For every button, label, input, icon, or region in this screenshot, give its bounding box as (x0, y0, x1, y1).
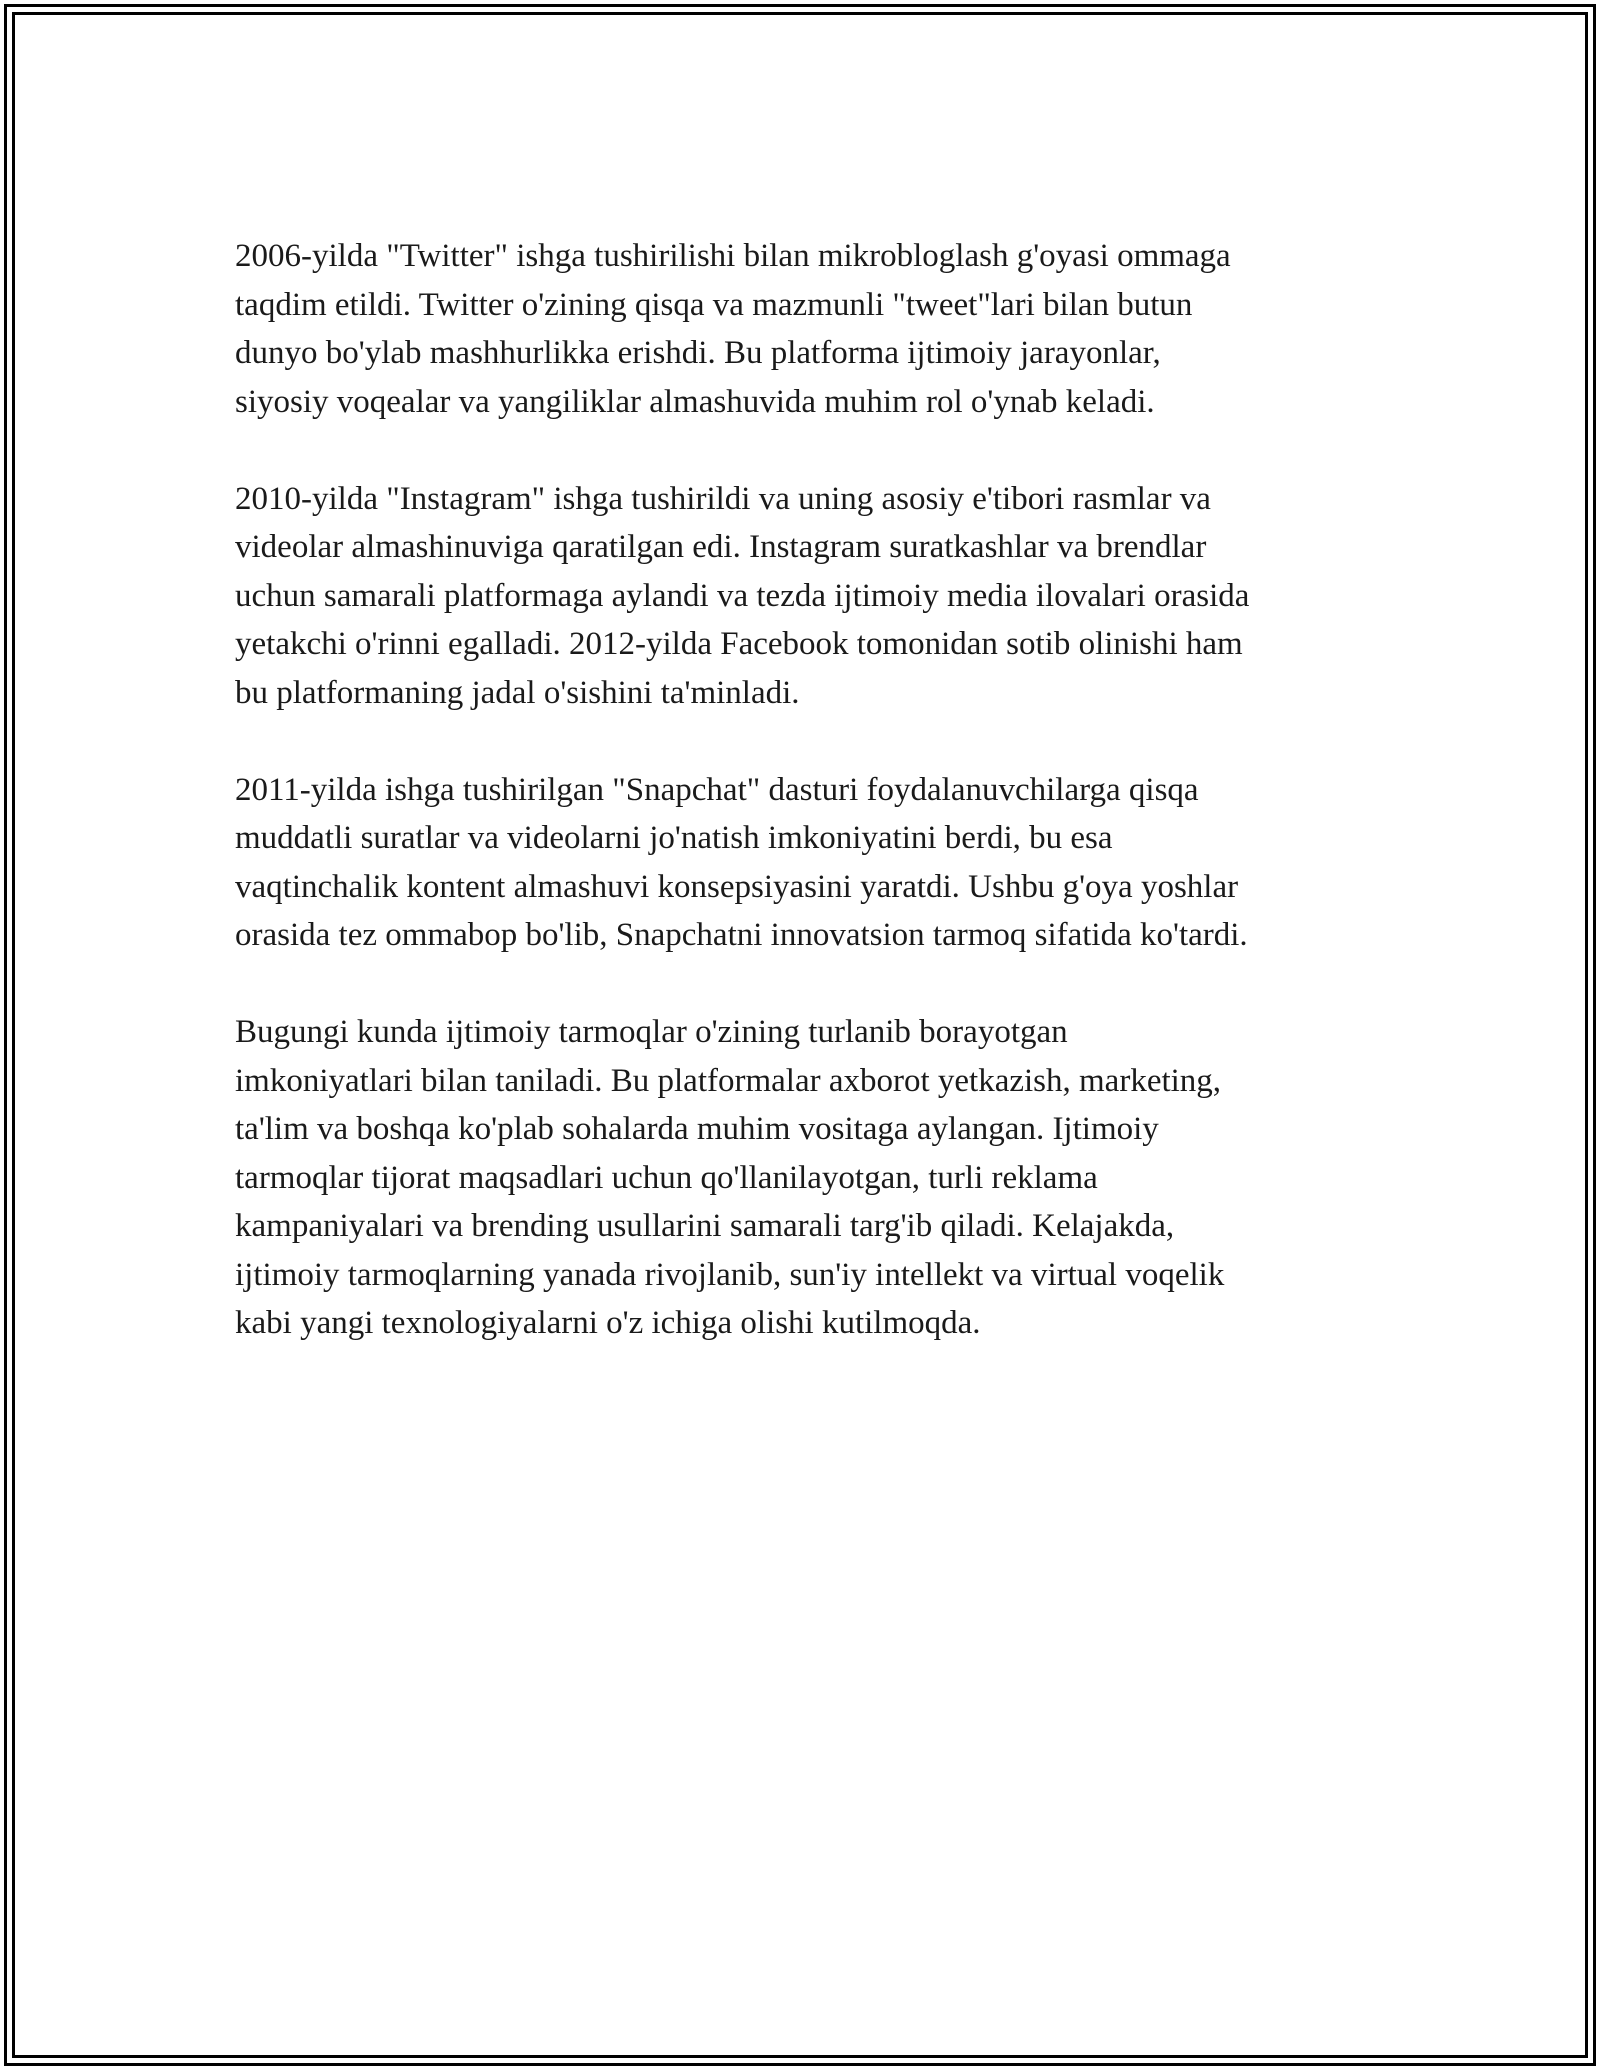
paragraph-twitter (235, 232, 1395, 426)
text-line: 2010-yilda "Instagram" ishga tushirildi va uning asosiy e'tibori rasmlar va (235, 480, 1211, 517)
text-line: siyosiy voqealar va yangiliklar almashuvida muhim rol o'ynab keladi. (235, 383, 1155, 420)
text-line: yetakchi o'rinni egalladi. 2012-yilda Facebook tomonidan sotib olinishi ham (235, 626, 1243, 662)
text-line: ijtimoiy tarmoqlarning yanada rivojlanib, sun'iy intellekt va virtual voqelik (235, 1256, 1225, 1293)
paragraph-snapchat (235, 766, 1395, 960)
text-line: ta'lim va boshqa ko'plab sohalarda muhim vositaga aylangan. Ijtimoiy (235, 1111, 1159, 1147)
text-line: 2011-yilda ishga tushirilgan "Snapchat" dasturi foydalanuvchilarga qisqa (235, 771, 1199, 808)
text-line: taqdim etildi. Twitter o'zining qisqa va mazmunli "tweet"lari bilan butun (235, 286, 1193, 323)
text-line: kampaniyalari va brending usullarini samarali targ'ib qiladi. Kelajakda, (235, 1208, 1175, 1244)
text-line: kabi yangi texnologiyalarni o'z ichiga olishi kutilmoqda. (235, 1305, 981, 1341)
text-line: videolar almashinuviga qaratilgan edi. Instagram suratkashlar va brendlar (235, 529, 1207, 565)
paragraph-today (235, 1008, 1395, 1348)
document-body (235, 232, 1395, 1396)
text-line: Bugungi kunda ijtimoiy tarmoqlar o'zining turlanib borayotgan (235, 1014, 1068, 1050)
text-line: 2006-yilda "Twitter" ishga tushirilishi bilan mikrobloglash g'oyasi ommaga (235, 238, 1231, 274)
paragraph-instagram (235, 475, 1395, 718)
text-line: vaqtinchalik kontent almashuvi konsepsiyasini yaratdi. Ushbu g'oya yoshlar (235, 868, 1239, 905)
text-line: bu platformaning jadal o'sishini ta'minladi. (235, 674, 800, 711)
text-line: imkoniyatlari bilan taniladi. Bu platformalar axborot yetkazish, marketing, (235, 1062, 1222, 1099)
text-line: uchun samarali platformaga aylandi va tezda ijtimoiy media ilovalari orasida (235, 577, 1250, 614)
text-line: tarmoqlar tijorat maqsadlari uchun qo'llanilayotgan, turli reklama (235, 1159, 1098, 1196)
text-line: dunyo bo'ylab mashhurlikka erishdi. Bu platforma ijtimoiy jarayonlar, (235, 335, 1161, 371)
text-line: muddatli suratlar va videolarni jo'natish imkoniyatini berdi, bu esa (235, 820, 1113, 856)
text-line: orasida tez ommabop bo'lib, Snapchatni innovatsion tarmoq sifatida ko'tardi. (235, 917, 1248, 953)
